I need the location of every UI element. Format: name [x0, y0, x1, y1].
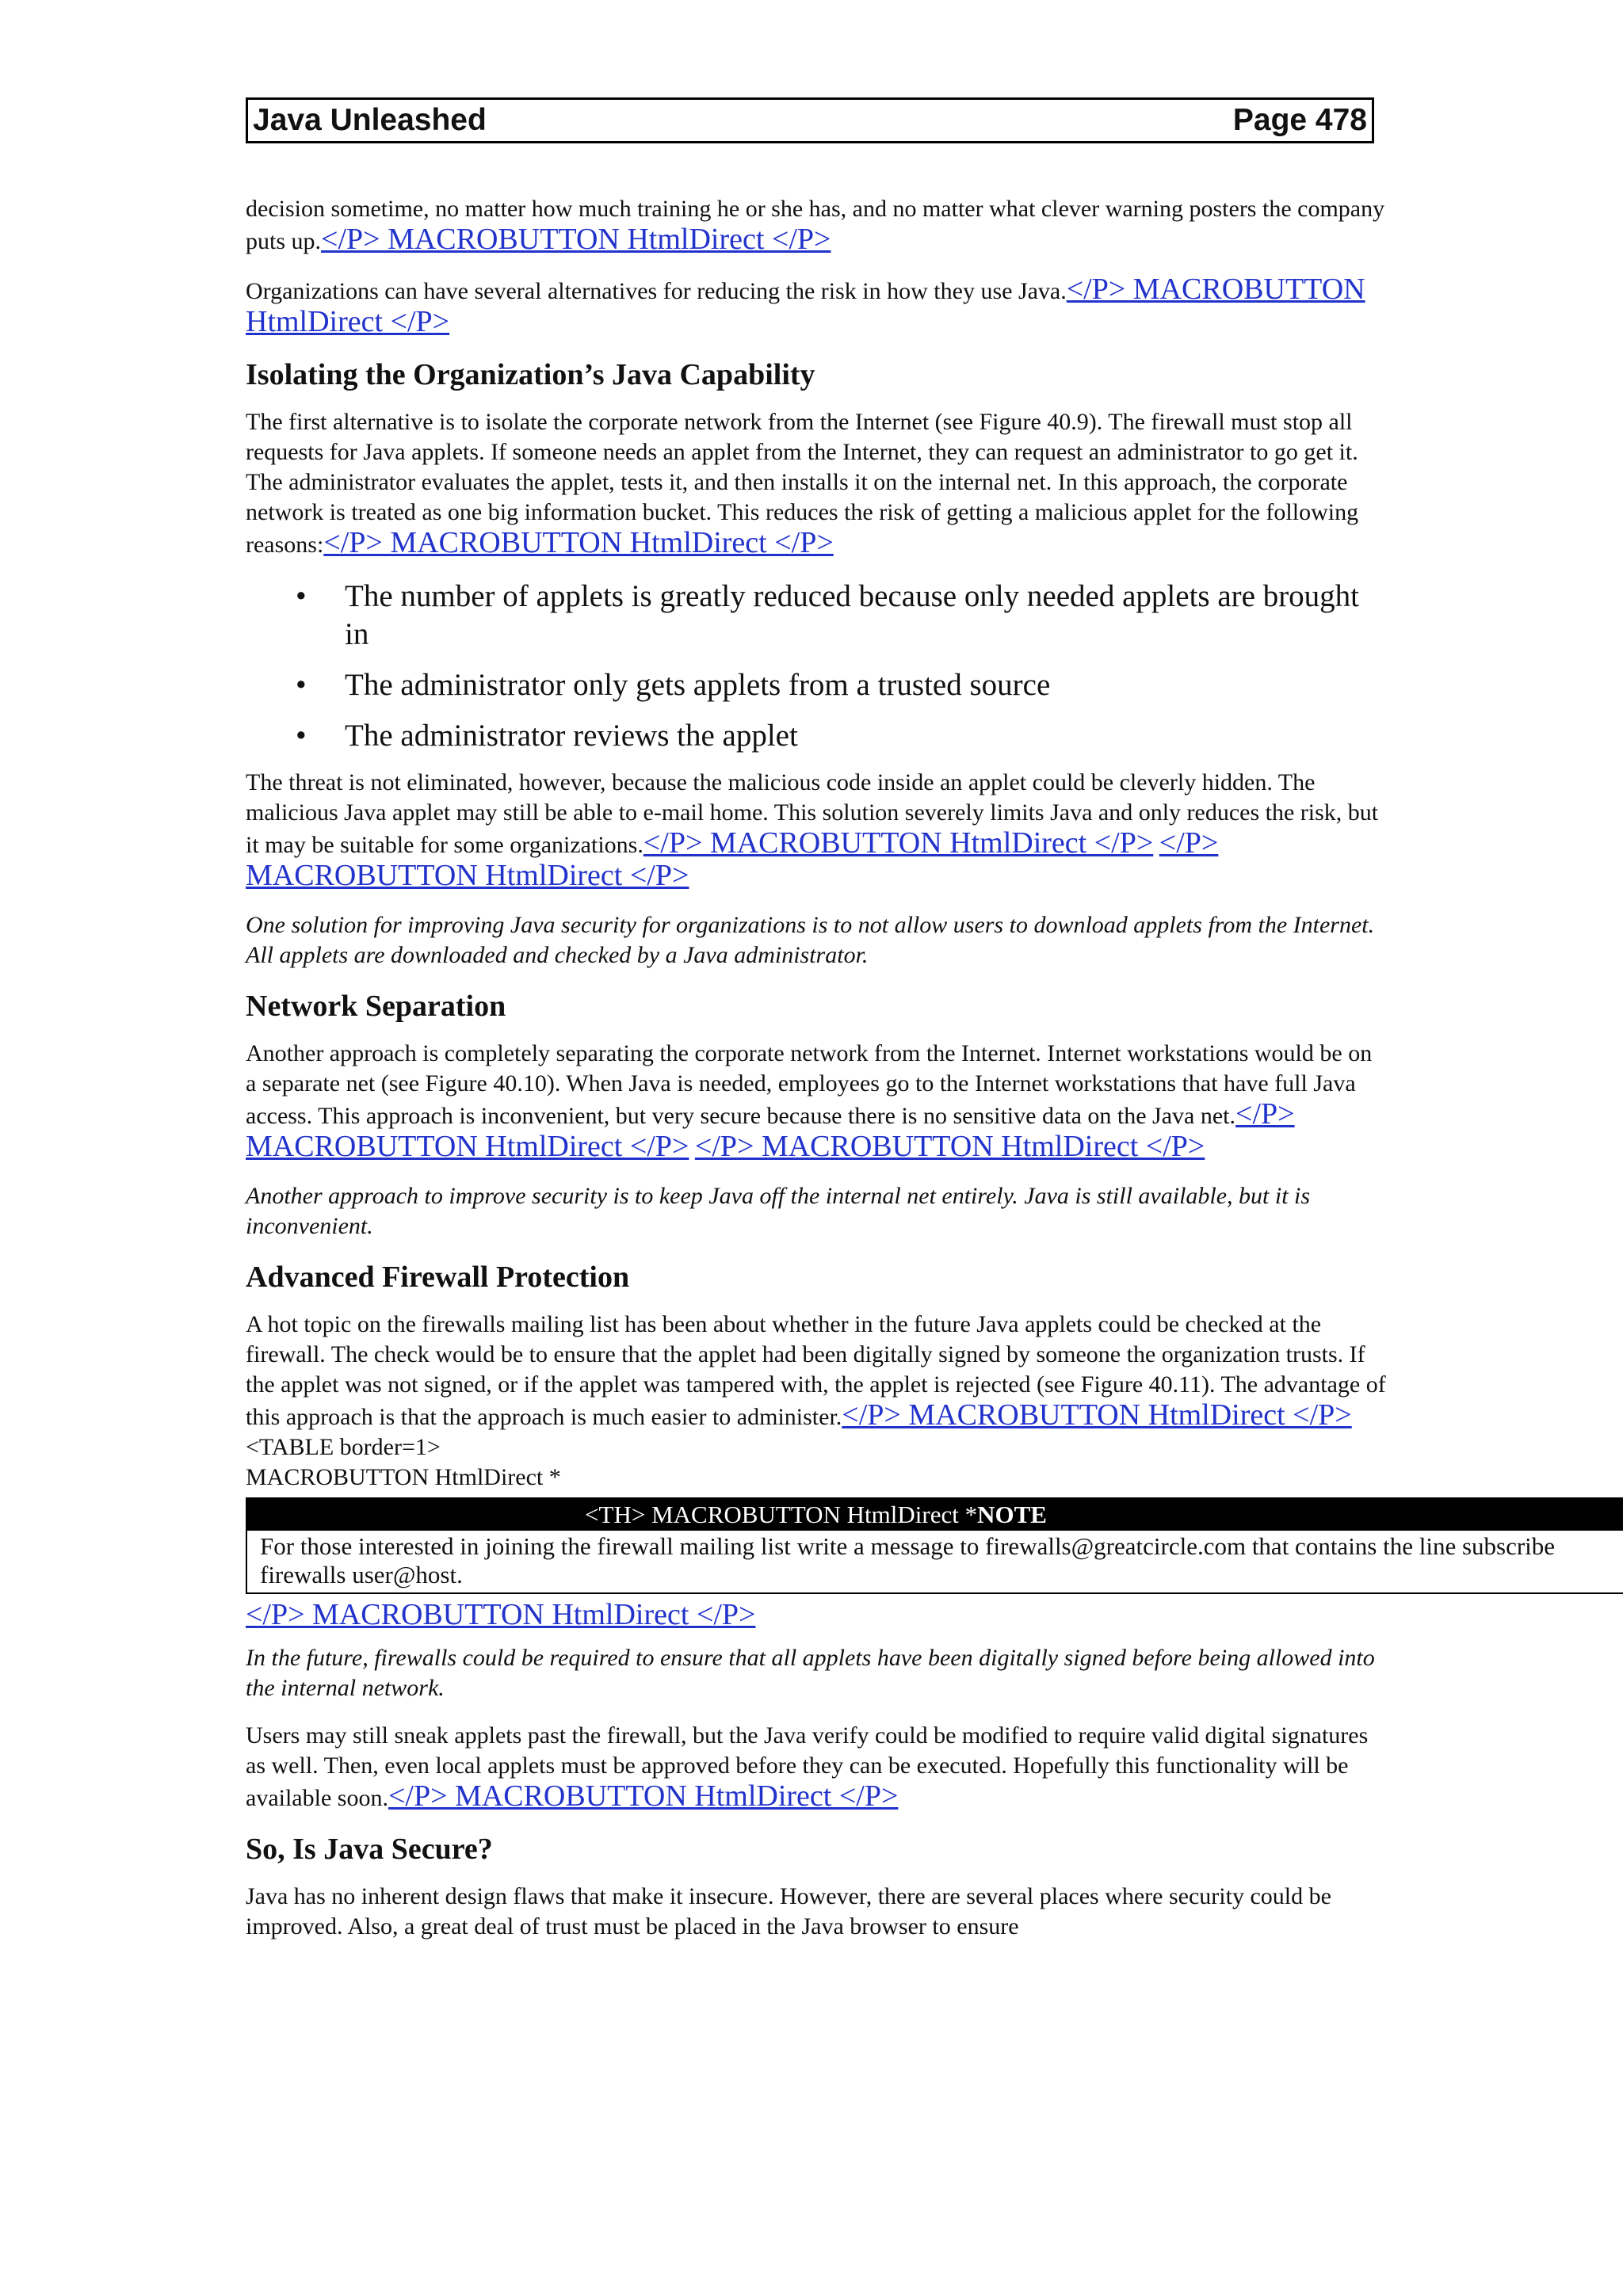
paragraph: Java has no inherent design flaws that make it insecure. However, there are several places where security could be improved. Also, a great deal of trust must be placed in the Java browser to ensure [246, 1883, 1331, 1939]
list-item: • The administrator only gets applets from a trusted source [345, 666, 1387, 704]
macrobutton-text: MACROBUTTON HtmlDirect * [246, 1464, 561, 1490]
page-number: Page 478 [1232, 103, 1367, 137]
paragraph: A hot topic on the firewalls mailing list has been about whether in the future Java applets could be checked at the firewall. The check would be to ensure that the applet had been digitally signed by someone the organization trusts. If the applet was not signed, or if the applet was tampered with, the applet is rejected (see Figure 40.11). The advantage of this approach is that the approach is much easier to administer.</P> MACROBUTTON HtmlDirect </P> <TABLE border=1> [246, 1311, 1386, 1460]
note-table-body: For those interested in joining the firewall mailing list write a message to firewalls@greatcircle.com that contains the line subscribe firewalls user@host. [260, 1532, 1556, 1589]
macro-link[interactable]: </P> MACROBUTTON HtmlDirect </P> [694, 1130, 1205, 1163]
note-table-header: <TH> MACROBUTTON HtmlDirect *NOTE [247, 1499, 1623, 1531]
bullet-list [246, 578, 1387, 755]
document-body [246, 194, 1556, 1959]
paragraph: decision sometime, no matter how much training he or she has, and no matter what clever warning posters the company puts up.</P> MACROBUTTON HtmlDirect </P> [246, 196, 1385, 256]
bullet-icon: • [296, 579, 307, 613]
paragraph: The first alternative is to isolate the corporate network from the Internet (see Figure 40.9). The firewall must stop all requests for Java applets. If someone needs an applet from the Internet, they can request an administrator to go get it. The administrator evaluates the applet, tests it, and then installs it on the internal net. In this approach, the corporate network is treated as one big information bucket. This reduces the risk of getting a malicious applet for the following reasons:</P> MACROBUTTON HtmlDirect </P> [246, 409, 1359, 559]
macro-link[interactable]: </P> MACROBUTTON HtmlDirect </P> [246, 826, 1219, 892]
bullet-icon: • [296, 668, 307, 702]
macro-link[interactable]: </P> MACROBUTTON HtmlDirect </P> [246, 1097, 1295, 1163]
macro-link[interactable]: </P> MACROBUTTON HtmlDirect </P> [388, 1779, 899, 1813]
table-tag-text: <TABLE border=1> [246, 1434, 441, 1460]
section-heading: Network Separation [246, 990, 506, 1023]
note-label: NOTE [977, 1501, 1047, 1528]
macro-link[interactable]: </P> MACROBUTTON HtmlDirect </P> [842, 1398, 1352, 1432]
section-heading: So, Is Java Secure? [246, 1833, 493, 1866]
paragraph [246, 1597, 1387, 1632]
paragraph: Organizations can have several alternatives for reducing the risk in how they use Java.</P> MACROBUTTON HtmlDirect </P> [246, 273, 1365, 338]
bullet-icon: • [296, 719, 307, 753]
list-item: • The number of applets is greatly reduced because only needed applets are brought in [296, 579, 1360, 651]
macro-link[interactable]: </P> MACROBUTTON HtmlDirect </P> [246, 1598, 756, 1631]
section-heading: Advanced Firewall Protection [246, 1261, 630, 1294]
figure-caption: In the future, firewalls could be required to ensure that all applets have been digitally signed before being allowed into the internal network. [246, 1645, 1375, 1701]
figure-caption: One solution for improving Java security for organizations is to not allow users to download applets from the Internet. All applets are downloaded and checked by a Java administrator. [246, 912, 1375, 968]
paragraph: Users may still sneak applets past the firewall, but the Java verify could be modified to require valid digital signatures as well. Then, even local applets must be approved before they can be executed. Hopefully this functionality will be available soon.</P> MACROBUTTON HtmlDirect </P> [246, 1722, 1369, 1813]
paragraph: Another approach is completely separating the corporate network from the Internet. Internet workstations would be on a separate net (see Figure 40.10). When Java is needed, employees go to the Internet workstations that have full Java access. This approach is inconvenient, but very secure because there is no sensitive data on the Java net.</P> MACROBUTTON HtmlDirect </P> </P> MACROBUTTON HtmlDirect </P> [246, 1040, 1373, 1163]
book-title: Java Unleashed [253, 103, 487, 137]
macro-link[interactable]: </P> MACROBUTTON HtmlDirect </P> [321, 223, 831, 256]
macro-link[interactable]: </P> MACROBUTTON HtmlDirect </P> [643, 826, 1154, 860]
section-heading: Isolating the Organization’s Java Capability [246, 358, 815, 391]
paragraph: The threat is not eliminated, however, because the malicious code inside an applet could be cleverly hidden. The malicious Java applet may still be able to e-mail home. This solution severely limits Java and only reduces the risk, but it may be suitable for some organizations.</P> MACROBUTTON HtmlDirect </P> </P> MACROBUTTON HtmlDirect </P> [246, 769, 1379, 892]
page-header [246, 97, 1374, 143]
figure-caption: Another approach to improve security is to keep Java off the internal net entirely. Java is still available, but it is inconvenient. [246, 1183, 1311, 1239]
list-item: • The administrator reviews the applet [345, 717, 1387, 755]
macro-link[interactable]: </P> MACROBUTTON HtmlDirect </P> [246, 273, 1365, 338]
macro-link[interactable]: </P> MACROBUTTON HtmlDirect </P> [323, 526, 834, 559]
note-table [246, 1497, 1623, 1594]
